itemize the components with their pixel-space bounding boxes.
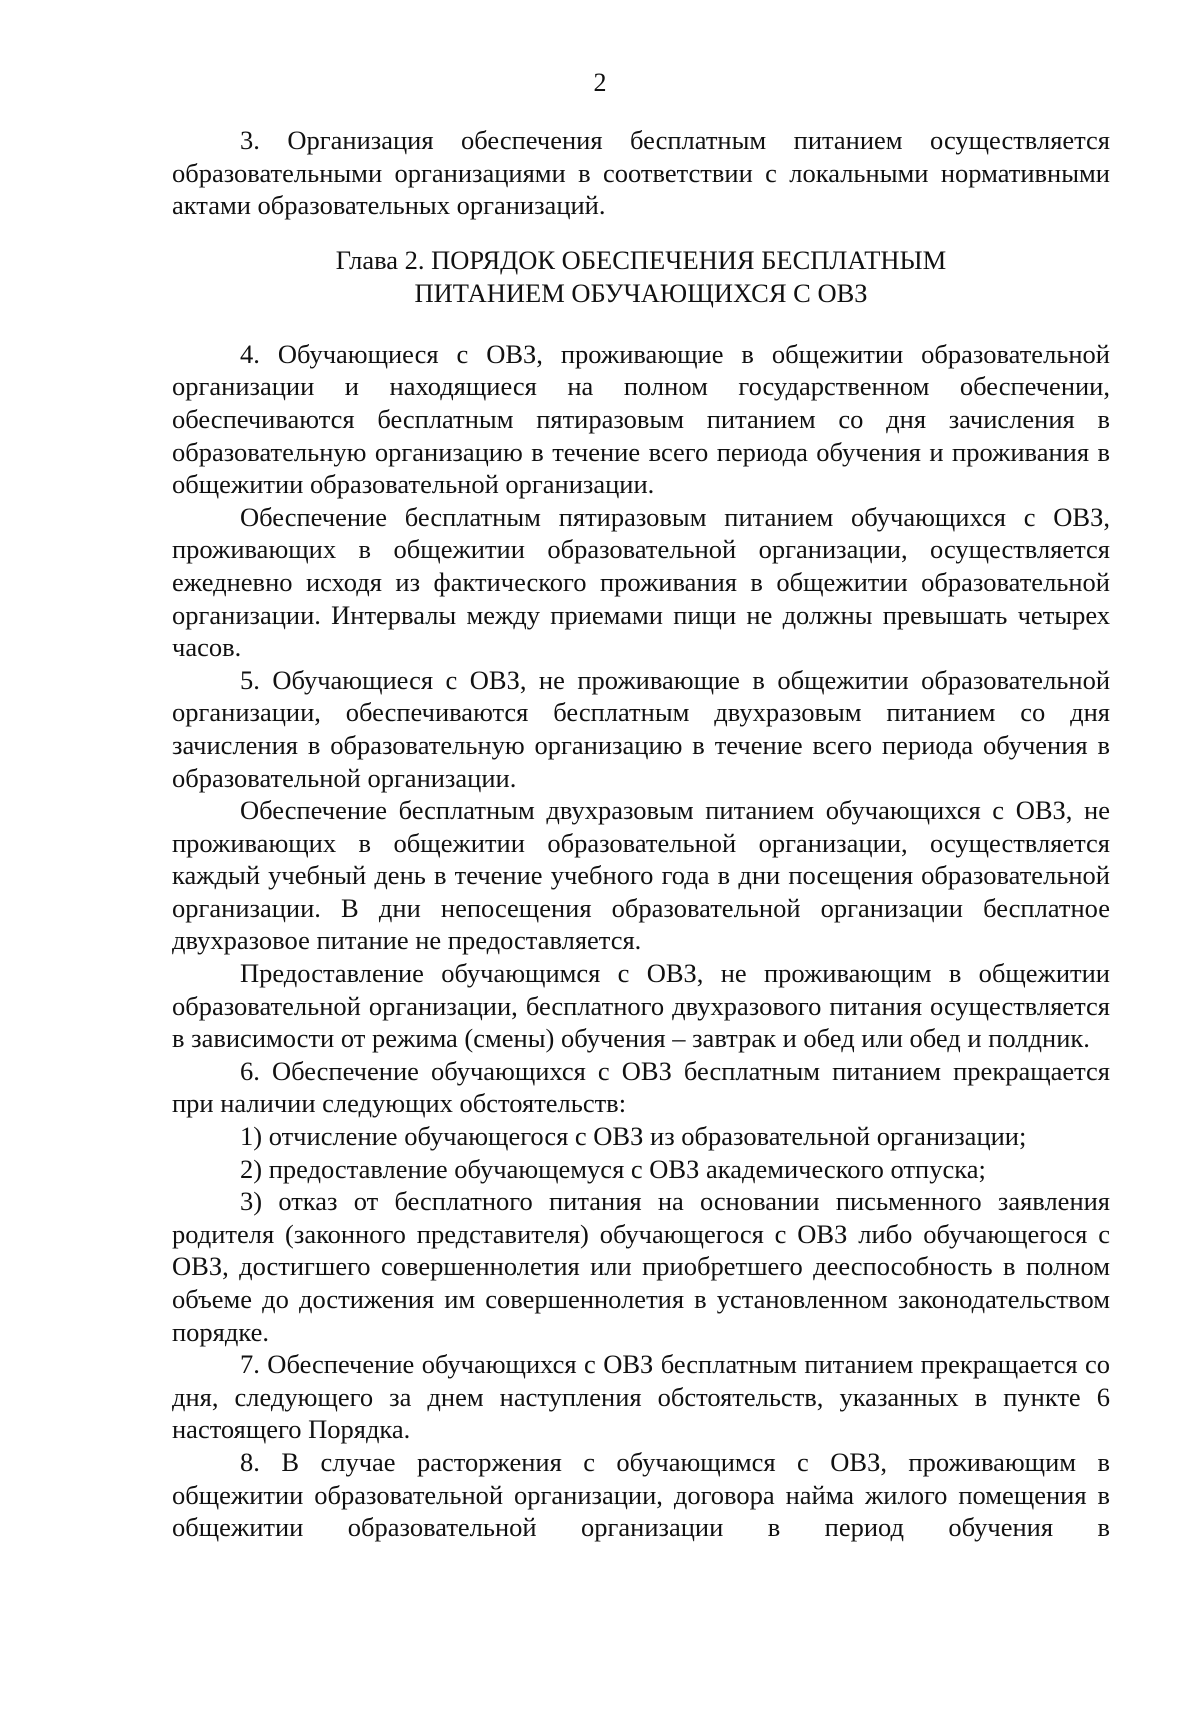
paragraph-6-item-2: 2) предоставление обучающемуся с ОВЗ академического отпуска; (240, 1153, 986, 1184)
paragraph-6-item-1: 1) отчисление обучающегося с ОВЗ из образовательной организации; (240, 1121, 1027, 1152)
page-number: 2 (593, 68, 607, 97)
paragraph-4: 4. Обучающиеся с ОВЗ, проживающие в общежитии образовательной организации и находящиеся на полном государственном обеспечении, обеспечиваются бесплатным пятиразовым питанием со дня зачисления в образовательную организацию в течение всего периода обучения и проживания в общежитии образовательной организации. (172, 338, 1110, 500)
paragraph-5: 5. Обучающиеся с ОВЗ, не проживающие в общежитии образовательной организации, обеспечиваются бесплатным двухразовым питанием со дня зачисления в образовательную организацию в течение всего периода обучения в образовательной организации. (172, 664, 1110, 793)
paragraph-6: 6. Обеспечение обучающихся с ОВЗ бесплатным питанием прекращается при наличии следующих обстоятельств: (172, 1055, 1110, 1119)
paragraph-8: 8. В случае расторжения с обучающимся с ОВЗ, проживающим в общежитии образовательной организации, договора найма жилого помещения в общежитии образовательной организации в период обучения в (172, 1446, 1110, 1543)
paragraph-7: 7. Обеспечение обучающихся с ОВЗ бесплатным питанием прекращается со дня, следующего за днем наступления обстоятельств, указанных в пункте 6 настоящего Порядка. (172, 1349, 1110, 1445)
chapter-heading-line-1: Глава 2. ПОРЯДОК ОБЕСПЕЧЕНИЯ БЕСПЛАТНЫМ (335, 244, 947, 275)
chapter-heading (172, 244, 1110, 310)
paragraph-5-meals-schedule: Предоставление обучающимся с ОВЗ, не проживающим в общежитии образовательной организации, бесплатного двухразового питания осуществляется в зависимости от режима (смены) обучения – завтрак и обед или обед и полдник. (172, 958, 1110, 1054)
paragraph-4-continued: Обеспечение бесплатным пятиразовым питанием обучающихся с ОВЗ, проживающих в общежитии образовательной организации, осуществляется ежедневно исходя из фактического проживания в общежитии образовательной организации. Интервалы между приемами пищи не должны превышать четырех часов. (172, 501, 1110, 663)
paragraph-5-continued: Обеспечение бесплатным двухразовым питанием обучающихся с ОВЗ, не проживающих в общежитии образовательной организации, осуществляется каждый учебный день в течение учебного года в дни посещения образовательной организации. В дни непосещения образовательной организации бесплатное двухразовое питание не предоставляется. (172, 795, 1110, 956)
document-body (172, 124, 1110, 1544)
paragraph-6-item-3: 3) отказ от бесплатного питания на основании письменного заявления родителя (законного представителя) обучающегося с ОВЗ либо обучающегося с ОВЗ, достигшего совершеннолетия или приобретшего дееспособность в полном объеме до достижения им совершеннолетия в установленном законодательством порядке. (172, 1186, 1110, 1347)
chapter-heading-line-2: ПИТАНИЕМ ОБУЧАЮЩИХСЯ С ОВЗ (414, 277, 868, 308)
paragraph-3: 3. Организация обеспечения бесплатным питанием осуществляется образовательными организациями в соответствии с локальными нормативными актами образовательных организаций. (172, 125, 1110, 221)
